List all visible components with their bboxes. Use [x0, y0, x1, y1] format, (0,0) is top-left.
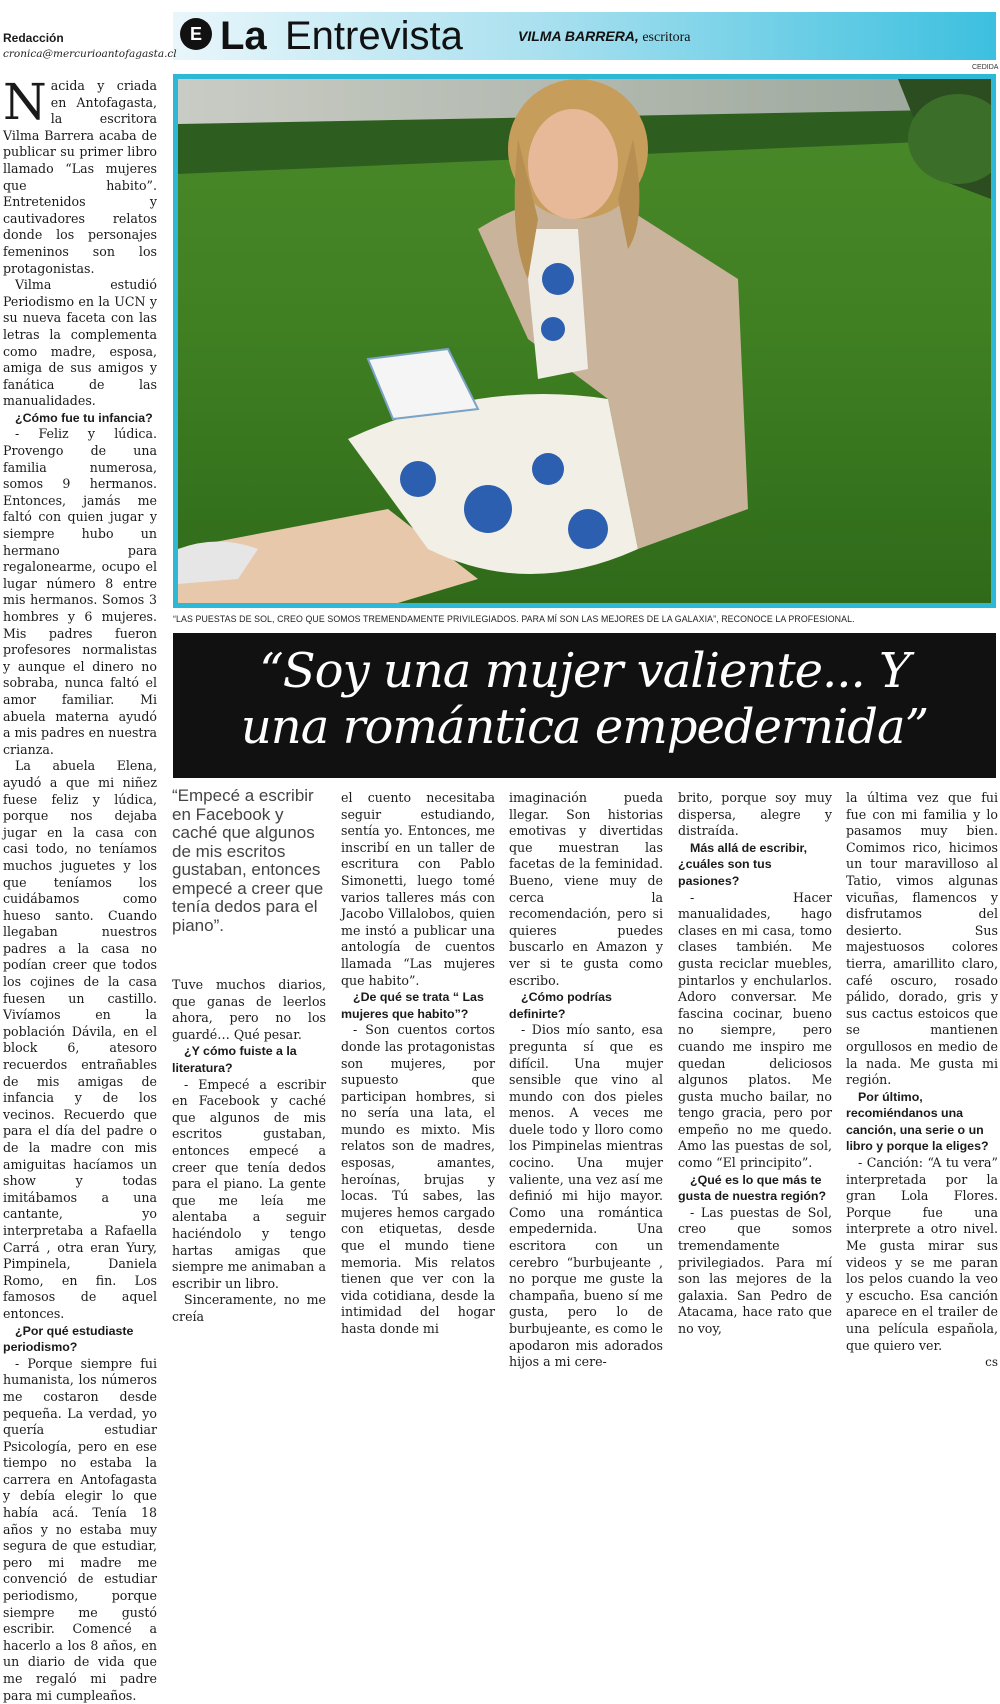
answer-paragraph: - Las puestas de Sol, creo que somos tremendamente privilegiados. Para mí son las mejores de la galaxia. San Pedro de Atacama, hace rato que no voy,: [678, 1204, 832, 1336]
interview-photo: [173, 74, 996, 608]
section-badge: E: [180, 18, 212, 50]
byline-email: cronica@mercurioantofagasta.cl: [3, 48, 177, 60]
article-column-1: [3, 73, 157, 1704]
question-heading: ¿Qué es lo que más te gusta de nuestra región?: [678, 1172, 827, 1204]
article-column-3: [341, 790, 495, 1338]
article-column-4: [509, 790, 663, 1371]
photo-caption: “LAS PUESTAS DE SOL, CREO QUE SOMOS TREMENDAMENTE PRIVILEGIADOS. PARA MÍ SON LAS MEJORES DE LA GALAXIA”, RECONOCE LA PROFESIONAL.: [173, 614, 855, 624]
answer-paragraph: - Canción: “A tu vera” interpretada por la gran Lola Flores. Porque fue una interprete a otro nivel. Me gusta mirar sus videos y se me paran los pelos cuando la veo y escucho. Esa canción aparece en el trailer de una película española, que quiero ver.: [846, 1155, 998, 1353]
article-column-5: [678, 790, 832, 1338]
headline: [173, 643, 996, 755]
question-heading: Por último, recomiéndanos una canción, una serie o un libro y porque la eliges?: [846, 1089, 989, 1154]
photo-credit: CEDIDA: [972, 64, 999, 71]
answer-paragraph: brito, porque soy muy dispersa, alegre y distraída.: [678, 790, 832, 839]
intro-paragraph: acida y criada en Antofagasta, la escritora Vilma Barrera acaba de publicar su primer libro llamado “Las mujeres que habito”. Entretenidos y cautivadores relatos donde los personajes femeninos son los protagonistas.: [3, 78, 157, 276]
answer-paragraph: Tuve muchos diarios, que ganas de leerlos ahora, pero no los guardé… Qué pesar.: [172, 977, 326, 1042]
headline-line-1: “Soy una mujer valiente... Y: [259, 643, 910, 699]
dropcap: N: [3, 73, 47, 131]
question-heading: ¿Y cómo fuiste a la literatura?: [172, 1044, 297, 1075]
answer-paragraph: Sinceramente, no me creía: [172, 1292, 326, 1324]
section-title-la: La: [220, 14, 267, 58]
answer-paragraph: - Hacer manualidades, hago clases en mi casa, tomo clases también. Me gusta reciclar muebles, pintarlos y enchularlos. Adoro conversar. Me fascina cocinar, bueno no siempre, pero cuando me inspiro me quedan deliciosos algunos platos. Me gusta mucho bailar, no tengo gracia, pero por empeño no me quedo. Amo las puestas de sol, como “El principito”.: [678, 889, 832, 1171]
answer-paragraph: - Feliz y lúdica. Provengo de una familia numerosa, somos 9 hermanos. Entonces, jamás me faltó con quien jugar y siempre hubo un hermano para regalonearme, ocupo el lugar número 8 entre mis hermanos. Somos 3 hombres y 6 mujeres. Mis padres fueron profesores normalistas y aunque el dinero no sobraba, nunca faltó el amor familiar. Mi abuela materna ayudó a mis padres en nuestra crianza.: [3, 426, 157, 757]
article-column-6: [846, 790, 998, 1371]
pull-quote: “Empecé a escribir en Facebook y caché que algunos de mis escritos gustaban, entonces empecé a creer que tenía dedos para el piano”.: [172, 786, 324, 935]
headline-box: [173, 633, 996, 778]
answer-paragraph: imaginación pueda llegar. Son historias emotivas y divertidas que muestran las facetas de la feminidad. Bueno, viene muy de cerca la recomendación, pero si quieres puedes buscarlo en Amazon y ver si te gusta como escribo.: [509, 790, 663, 988]
question-heading: ¿Cómo fue tu infancia?: [15, 410, 153, 425]
interviewee-label: [518, 28, 691, 46]
answer-paragraph: - Porque siempre fui humanista, los números me costaron desde pequeña. La verdad, yo quería estudiar Psicología, pero en ese tiempo no estaba la carrera en Antofagasta y debía elegir lo que había acá. Tenía 18 años y no estaba muy segura de que estudiar, pero mi madre me convenció de estudiar periodismo, porque siempre me gustó escribir. Comencé a hacerlo a los 8 años, en un diario de vida que me regaló mi padre para mi cumpleaños.: [3, 1355, 157, 1703]
section-title-entrevista: Entrevista: [285, 14, 463, 58]
photo-illustration: [178, 79, 991, 603]
byline-name: Redacción: [3, 31, 64, 45]
answer-paragraph: la última vez que fui fue con mi familia y lo pasamos muy bien. Comimos rico, hicimos un tour maravilloso al Tatio, vimos algunas vicuñas, flamencos y disfrutamos del desierto. Sus majestuosos colores tierra, amarillito claro, café oscuro, rosado pálido, dorado, gris y sus cactus estoicos que se mantienen orgullosos en medio de la nada. Me gusta mi región.: [846, 790, 998, 1088]
question-heading: ¿Cómo podrías definirte?: [509, 990, 612, 1021]
interviewee-name: VILMA BARRERA,: [518, 28, 639, 44]
signoff-mark: cs: [985, 1355, 998, 1370]
answer-paragraph: - Dios mío santo, esa pregunta sí que es difícil. Una mujer sensible que vino al mundo con dos pieles menos. A veces me duele todo y lloro como los Pimpinelas mientras cocino. Una mujer valiente, una vez así me definió mi hijo mayor. Como una romántica empedernida. Una escritora con un cerebro “burbujeante , no porque me guste la champaña, bueno sí me gusta, pero lo de burbujeante, es como le apodaron mis adorados hijos a mi cere-: [509, 1022, 663, 1370]
answer-paragraph: - Empecé a escribir en Facebook y caché que algunos de mis escritos gustaban, entonces empecé a creer que tenía dedos para el piano. La gente que me leía me alentaba a seguir haciéndolo y tengo hartas amigas que siempre me animaban a escribir un libro.: [172, 1076, 326, 1291]
question-heading: ¿De qué se trata “ Las mujeres que habito”?: [341, 990, 484, 1021]
intro-paragraph-2: Vilma estudió Periodismo en la UCN y su nueva faceta con las letras la complementa como madre, esposa, amiga de sus amigos y fanática de las manualidades.: [3, 277, 157, 409]
interviewee-role: escritora: [642, 30, 691, 45]
answer-paragraph: La abuela Elena, ayudó a que mi niñez fuese feliz y lúdica, porque nos dejaba jugar en la casa con casi todo, no teníamos muchos juguetes y los que teníamos los cuidábamos como hueso santo. Cuando llegaban nuestros padres a la casa no podían creer que todos los cojines de la casa fuesen un castillo. Vivíamos en la población Dávila, en el block 6, atesoro recuerdos entrañables de mis amigas de infancia y de los vecinos. Recuerdo que para el día del padre o de la madre con mis amiguitas hacíamos un show y todas imitábamos a una cantante, yo interpretaba a Rafaella Carrá , otra eran Yury, Pimpinela, Daniela Romo, en fin. Los famosos de aquel entonces.: [3, 758, 157, 1321]
answer-paragraph: - Son cuentos cortos donde las protagonistas son mujeres, por supuesto que participan hombres, si no sería una lata, el mundo es mixto. Mis relatos son de madres, esposas, amantes, heroínas, brujas y locas. Tú sabes, las mujeres hemos cargado con etiquetas, desde que el mundo tiene memoria. Mis relatos tienen que ver con la vida cotidiana, desde la intimidad del hogar hasta donde mi: [341, 1022, 495, 1336]
question-heading: Más allá de escribir, ¿cuáles son tus pasiones?: [678, 840, 808, 888]
answer-paragraph: el cuento necesitaba seguir estudiando, sentía yo. Entonces, me inscribí en un taller de escritura con Pablo Simonetti, luego tomé varios talleres más con Jacobo Villalobos, quien me instó a publicar una antología de cuentos llamada “Las mujeres que habito”.: [341, 790, 495, 988]
question-heading: ¿Por qué estudiaste periodismo?: [3, 1323, 134, 1355]
article-column-2: [172, 787, 326, 1325]
headline-line-2: una romántica empedernida”: [240, 699, 929, 755]
